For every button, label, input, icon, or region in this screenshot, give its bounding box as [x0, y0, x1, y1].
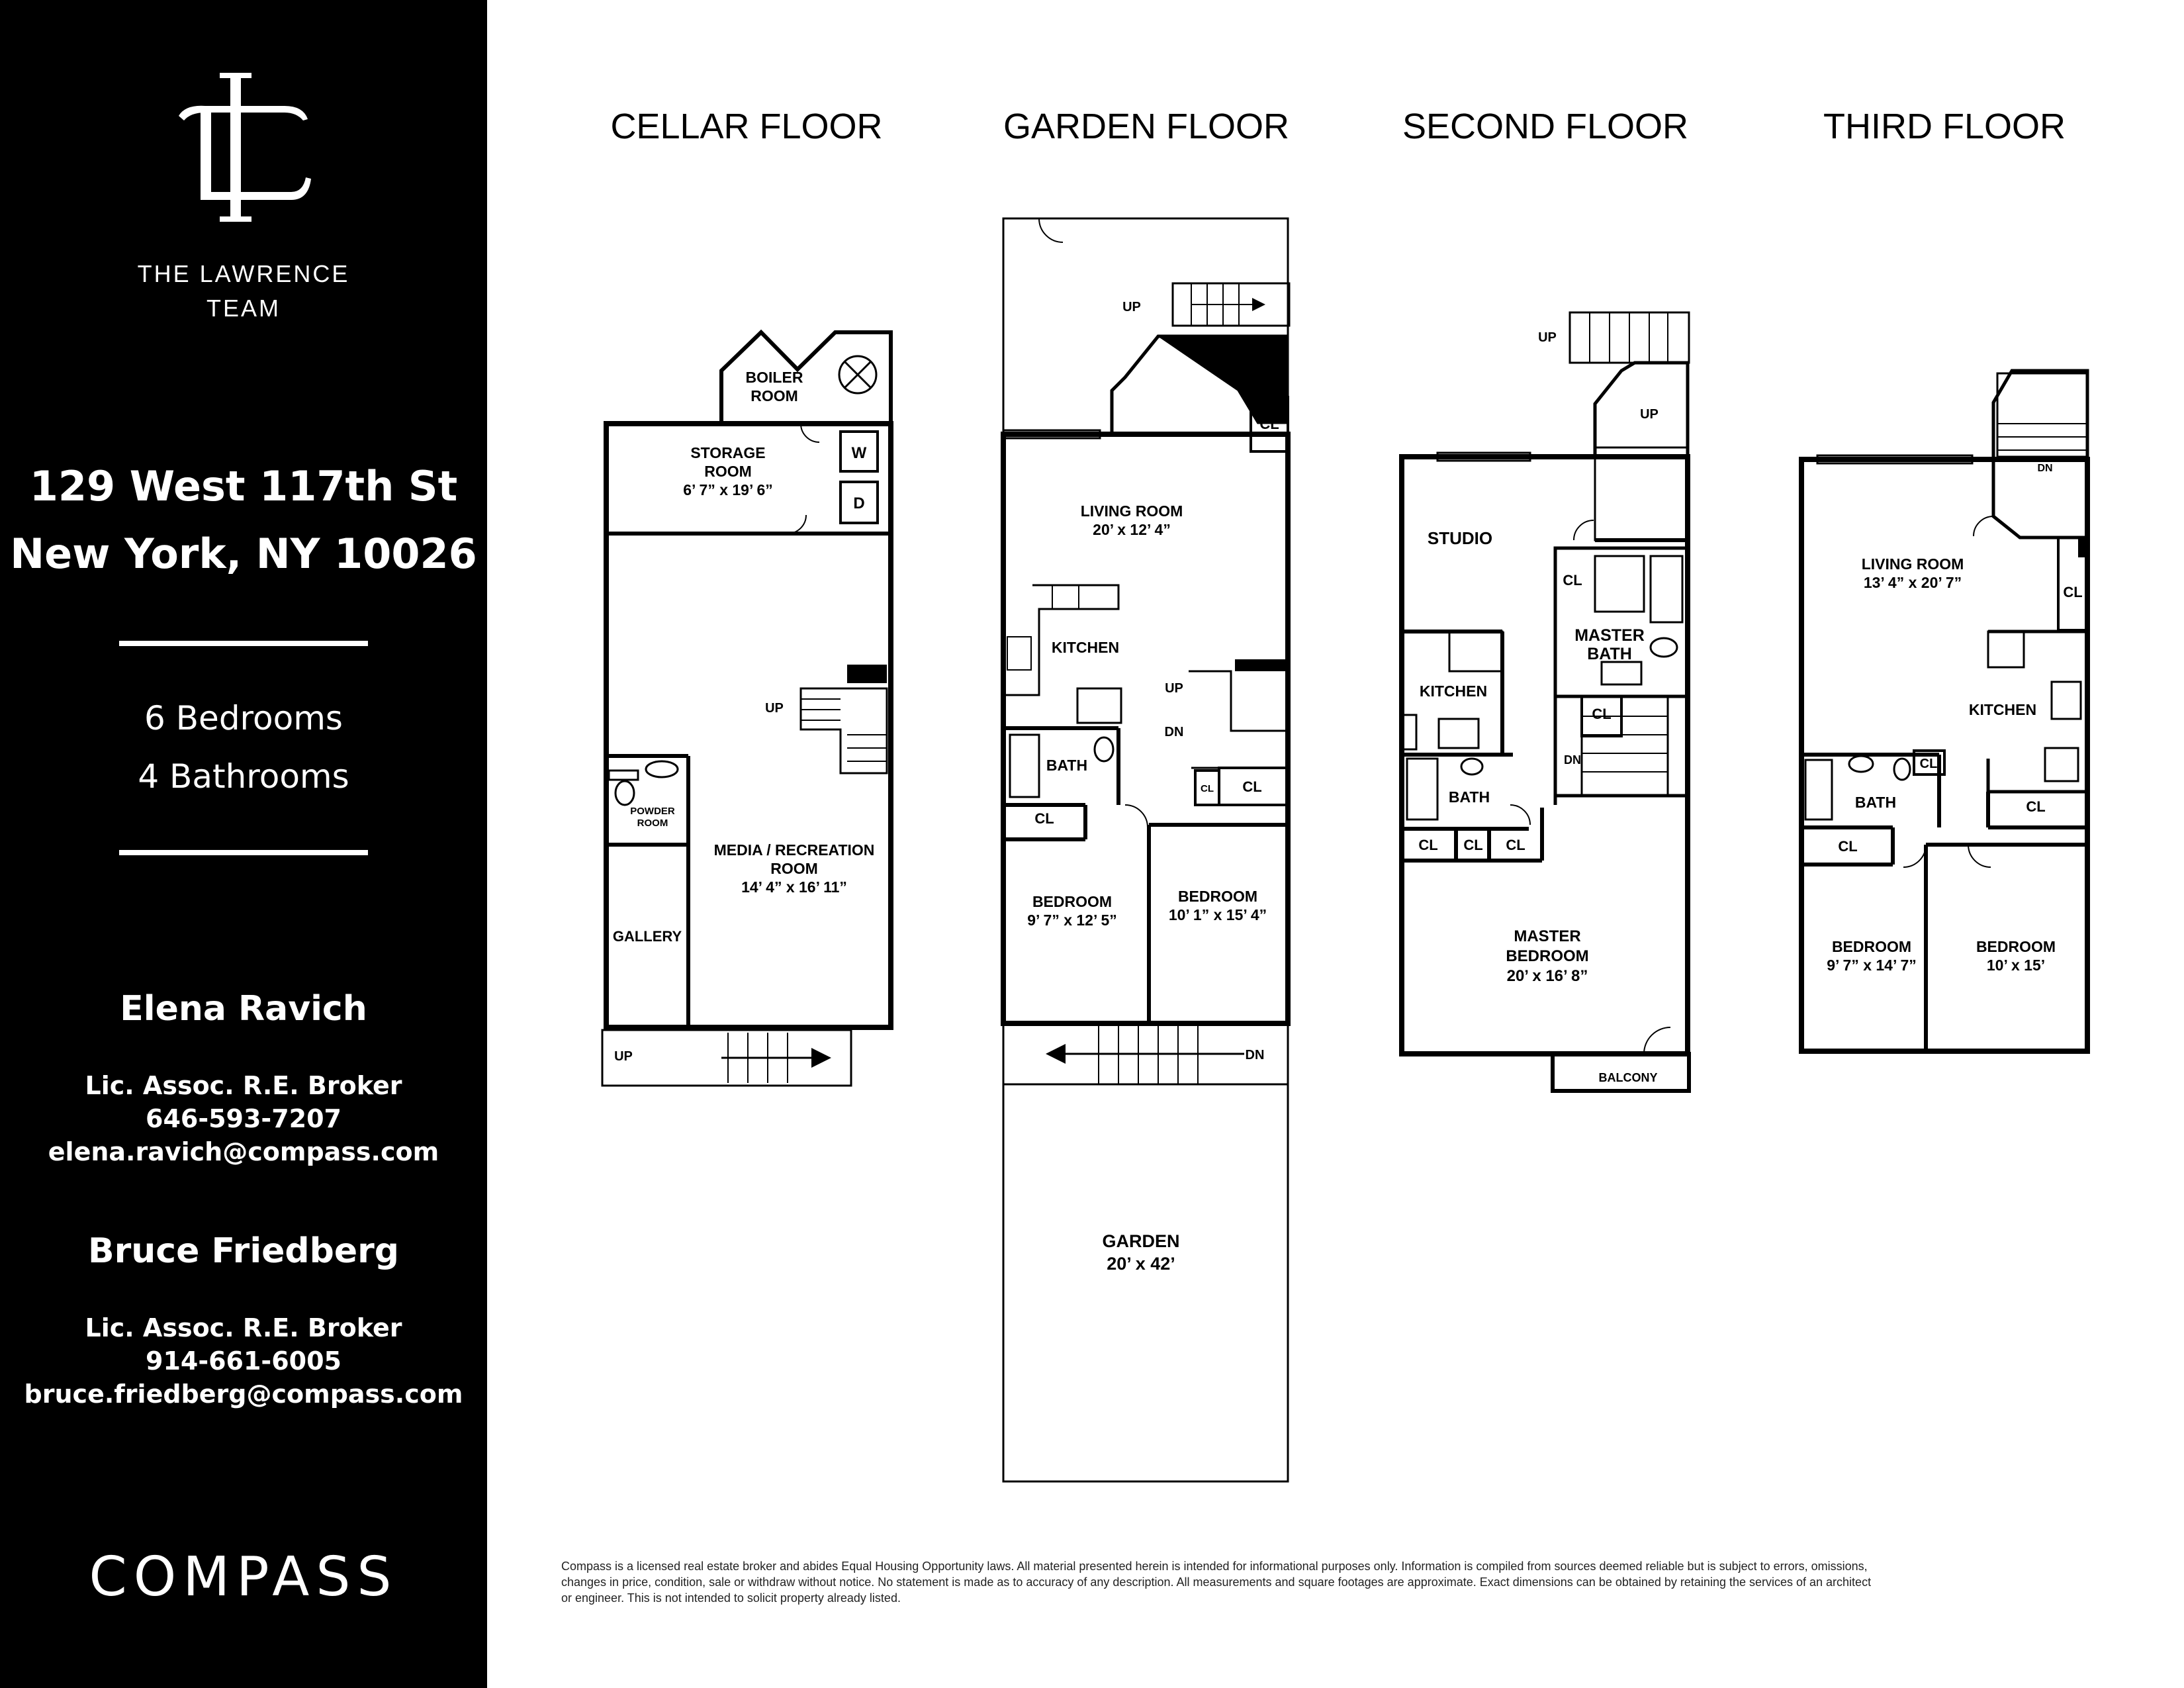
- cellar-media-room-label: MEDIA / RECREATION: [713, 841, 875, 859]
- agent-1-title: Lic. Assoc. R.E. Broker: [85, 1071, 402, 1100]
- second-closet-1-label: CL: [1418, 837, 1438, 853]
- third-bedroom-right-size: 10’ x 15’: [1986, 957, 2046, 974]
- third-cl-hall-label: CL: [2026, 798, 2046, 815]
- cellar-powder-room-label: POWDER: [630, 806, 675, 817]
- cellar-media-room-size: 14’ 4” x 16’ 11”: [741, 878, 847, 896]
- garden-living-room-label: LIVING ROOM: [1080, 502, 1183, 520]
- garden-dn-label: DN: [1164, 725, 1184, 739]
- second-bath-label: BATH: [1448, 788, 1490, 806]
- third-bath-label: BATH: [1854, 794, 1897, 811]
- disclaimer-line-1: Compass is a licensed real estate broker and abides Equal Housing Opportunity laws. All material presented herein is intended for informational purposes only. Information is compiled from sources deemed reliable but is subject to errors, omissions,: [561, 1560, 1868, 1573]
- third-cl-bath-label: CL: [1919, 757, 1938, 771]
- garden-dn-rear-label: DN: [1245, 1048, 1265, 1062]
- garden-bedroom-left-size: 9’ 7” x 12’ 5”: [1027, 912, 1117, 929]
- second-studio-label: STUDIO: [1427, 528, 1493, 548]
- third-cl-right-label: CL: [2063, 584, 2083, 600]
- third-dn-label: DN: [2037, 463, 2053, 474]
- disclaimer-line-2: changes in price, condition, sale or withdraw without notice. No statement is made as to accuracy of any description. All measurements and square footages are approximate. Exact dimensions can be obtained by retaining the services of an architect: [561, 1575, 1872, 1589]
- garden-bath-label: BATH: [1046, 757, 1088, 774]
- bathroom-count: 4 Bathrooms: [138, 757, 349, 796]
- garden-yard-label: GARDEN: [1102, 1231, 1180, 1251]
- second-dn-label: DN: [1564, 753, 1581, 767]
- team-line-1: THE LAWRENCE: [137, 260, 350, 287]
- garden-kitchen-label: KITCHEN: [1051, 639, 1120, 656]
- second-kitchen-label: KITCHEN: [1419, 682, 1488, 700]
- cellar-boiler-room-label: BOILER: [745, 369, 803, 386]
- agent-2-name: Bruce Friedberg: [87, 1231, 399, 1271]
- third-floor-title: THIRD FLOOR: [1823, 107, 2066, 146]
- third-bedroom-left-label: BEDROOM: [1831, 938, 1912, 955]
- garden-living-room-size: 20’ x 12’ 4”: [1093, 521, 1171, 538]
- second-master-bedroom-size: 20’ x 16’ 8”: [1506, 967, 1588, 985]
- agent-1-phone[interactable]: 646-593-7207: [146, 1104, 341, 1133]
- cellar-front-up-label: UP: [614, 1049, 633, 1064]
- cellar-storage-room-label: STORAGE: [690, 444, 766, 461]
- garden-cl-small-label: CL: [1201, 783, 1214, 794]
- cellar-up-label: UP: [765, 701, 784, 716]
- second-master-bedroom-label-2: BEDROOM: [1506, 947, 1589, 965]
- cellar-boiler-room-label-2: ROOM: [751, 387, 798, 404]
- disclaimer-line-3: or engineer. This is not intended to solicit property already listed.: [561, 1591, 901, 1605]
- third-bedroom-left-size: 9’ 7” x 14’ 7”: [1827, 957, 1917, 974]
- garden-cl-left-label: CL: [1034, 810, 1054, 827]
- third-bedroom-right-label: BEDROOM: [1976, 938, 2056, 955]
- garden-yard-size: 20’ x 42’: [1107, 1254, 1175, 1274]
- team-line-2: TEAM: [206, 295, 281, 322]
- third-kitchen-label: KITCHEN: [1968, 701, 2037, 718]
- third-living-room-label: LIVING ROOM: [1861, 555, 1964, 573]
- address-line-2: New York, NY 10026: [10, 530, 477, 578]
- second-balcony-label: BALCONY: [1598, 1071, 1658, 1084]
- disclaimer: [561, 1558, 2116, 1606]
- third-cl-left-label: CL: [1838, 838, 1858, 855]
- agent-1-name: Elena Ravich: [120, 989, 367, 1029]
- second-up-top-label: UP: [1538, 330, 1557, 345]
- cellar-storage-room-label-2: ROOM: [704, 463, 752, 480]
- second-cl-studio-label: CL: [1563, 572, 1582, 588]
- cellar-washer-label: W: [851, 444, 867, 462]
- third-living-room-size: 13’ 4” x 20’ 7”: [1863, 574, 1962, 591]
- second-closet-3-label: CL: [1506, 837, 1525, 853]
- second-closet-2-label: CL: [1463, 837, 1483, 853]
- agent-2-title: Lic. Assoc. R.E. Broker: [85, 1313, 402, 1342]
- second-master-bath-label-2: BATH: [1587, 645, 1632, 663]
- agent-2-phone[interactable]: 914-661-6005: [146, 1346, 341, 1376]
- cellar-media-room-label-2: ROOM: [770, 860, 818, 877]
- second-master-bedroom-label: MASTER: [1514, 927, 1581, 945]
- cellar-dryer-label: D: [853, 494, 865, 512]
- cellar-gallery-label: GALLERY: [612, 928, 682, 945]
- garden-up-label: UP: [1165, 681, 1183, 696]
- cellar-powder-room-label-2: ROOM: [637, 818, 668, 829]
- second-floor-title: SECOND FLOOR: [1402, 107, 1689, 146]
- second-cl-hall-label: CL: [1592, 706, 1612, 722]
- bedroom-count: 6 Bedrooms: [144, 699, 343, 737]
- garden-bedroom-right-size: 10’ 1” x 15’ 4”: [1168, 906, 1267, 923]
- garden-bedroom-right-label: BEDROOM: [1177, 888, 1258, 905]
- second-master-bath-label: MASTER: [1574, 626, 1645, 645]
- cellar-floor-title: CELLAR FLOOR: [610, 107, 883, 146]
- garden-up-top-label: UP: [1122, 300, 1141, 314]
- garden-bedroom-left-label: BEDROOM: [1032, 893, 1113, 910]
- cellar-storage-room-size: 6’ 7” x 19’ 6”: [683, 481, 773, 498]
- second-up-stairs-label: UP: [1640, 407, 1659, 422]
- garden-cl-top-label: CL: [1259, 416, 1279, 432]
- address-line-1: 129 West 117th St: [29, 462, 458, 510]
- garden-cl-right-label: CL: [1242, 778, 1262, 795]
- compass-logo: COMPASS: [89, 1546, 398, 1609]
- agent-2-email[interactable]: bruce.friedberg@compass.com: [24, 1380, 463, 1409]
- garden-floor-plan: [1003, 218, 1289, 1481]
- garden-floor-title: GARDEN FLOOR: [1003, 107, 1290, 146]
- agent-1-email[interactable]: elena.ravich@compass.com: [48, 1137, 439, 1166]
